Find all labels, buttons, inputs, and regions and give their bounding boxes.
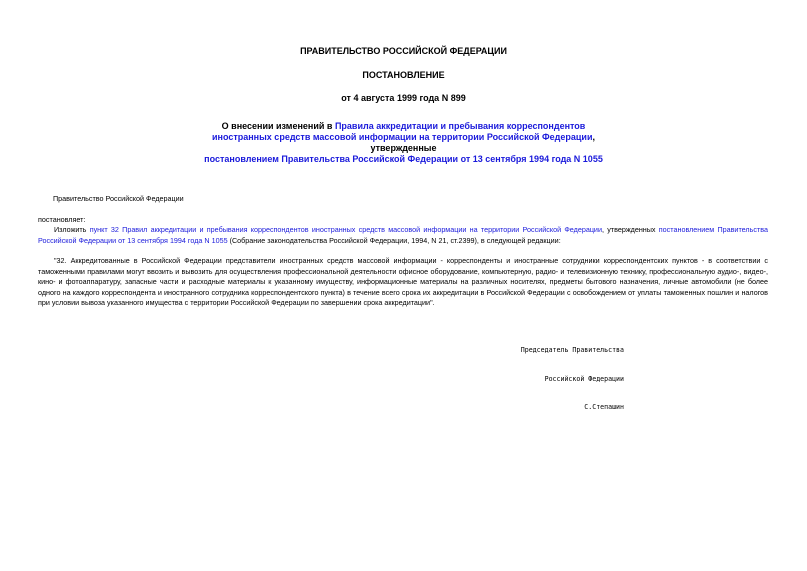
signature-block [521,327,624,422]
government-heading: ПРАВИТЕЛЬСТВО РОССИЙСКОЙ ФЕДЕРАЦИИ [300,46,507,56]
document-title [200,121,607,165]
decree-1055-link[interactable]: постановлением Правительства Российской Федерации от 13 сентября 1994 года N 1055 [38,225,768,245]
title-text-part2: , утвержденные [370,132,596,153]
paragraph-amendment [38,225,768,246]
signature-name: С.Степашин [584,403,624,411]
point-32-link[interactable]: пункт 32 Правил аккредитации и пребывания корреспондентов иностранных средств массовой информации на территории Российской Федерации [89,225,602,234]
issuer-line: Правительство Российской Федерации [53,194,184,203]
title-text-part1: О внесении изменений в [221,121,335,131]
title-decree-link[interactable]: постановлением Правительства Российской Федерации от 13 сентября 1994 года N 1055 [204,154,603,164]
quoted-point-32: "32. Аккредитованные в Российской Федерации представители иностранных средств массовой информации - корреспонденты и иностранные сотрудники корреспондентских пунктов - в соответствии с таможенными правилами могут ввозить и вывозить для осуществления профессиональной деятельности офисное оборудование, компьютерную, радио- и телевизионную технику, профессиональную аудио-, видео-, кино- и фотоаппаратуру, запасные части и расходные материалы к указанному имуществу, информационные материалы на различных носителях, предметы бытового назначения, личные автомобили (не более одного на каждого корреспондента и иностранного сотрудника корреспондентского пункта) в течение всего срока их аккредитации в Российской Федерации с освобождением от уплаты таможенных пошлин и налогов при условии вывоза указанного имущества с территории Российской Федерации по завершении срока аккредитации". [38,256,768,307]
document-type: ПОСТАНОВЛЕНИЕ [362,70,445,80]
signature-position: Председатель Правительства [520,346,624,354]
document-date-number: от 4 августа 1999 года N 899 [341,93,466,103]
decrees-line: постановляет: [38,215,86,224]
title-rules-link[interactable]: Правила аккредитации и пребывания корреспондентов иностранных средств массовой информации на территории Российской Федерации [211,121,593,142]
signature-country: Российской Федерации [544,374,624,383]
paragraph-text-mid: , утвержденных [601,225,659,234]
paragraph-text-end: (Собрание законодательства Российской Федерации, 1994, N 21, ст.2399), в следующей редакции: [227,235,561,245]
paragraph-text-start: Изложить [54,225,90,234]
